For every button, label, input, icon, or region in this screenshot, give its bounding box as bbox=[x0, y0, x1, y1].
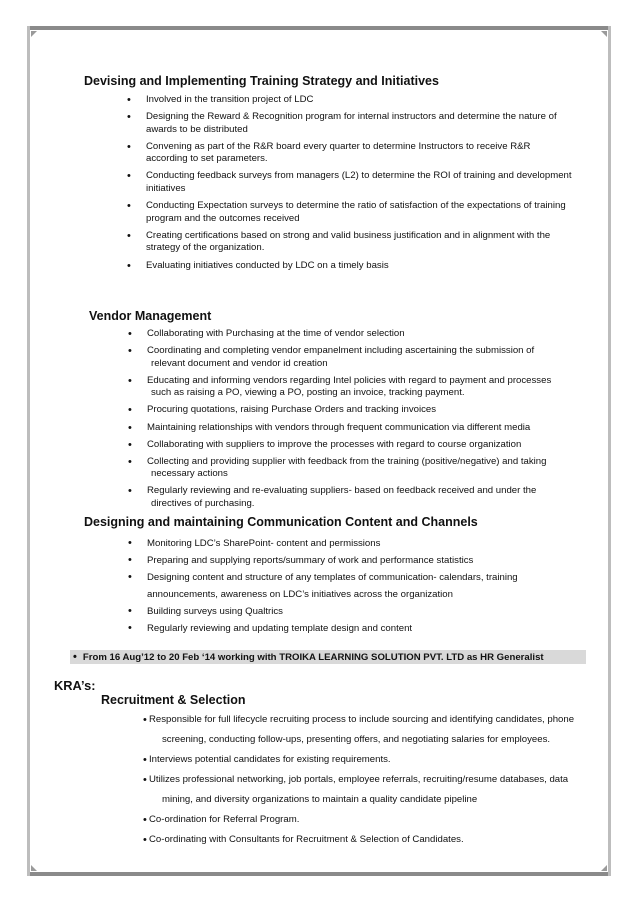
list-item: • Collaborating with Purchasing at the time of vendor selection bbox=[128, 328, 578, 341]
communication-content-list bbox=[128, 535, 578, 637]
page-border-top bbox=[27, 26, 611, 30]
recruitment-list bbox=[143, 710, 591, 850]
section-heading-training-strategy: Devising and Implementing Training Strategy and Initiatives bbox=[84, 74, 439, 88]
section-heading-vendor-management: Vendor Management bbox=[89, 309, 212, 323]
job-entry bbox=[73, 651, 544, 663]
corner-ornament-top-left bbox=[31, 31, 37, 37]
list-item: • Interviews potential candidates for existing requirements. bbox=[143, 750, 591, 770]
section-heading-recruitment: Recruitment & Selection bbox=[101, 693, 246, 707]
list-item: • Co-ordination for Referral Program. bbox=[143, 810, 591, 830]
list-item: • Coordinating and completing vendor empanelment including ascertaining the submission of relevant document and vendor id creation bbox=[128, 345, 578, 370]
list-item: • Designing content and structure of any templates of communication- calendars, training announcements, awareness on LDC’s initiatives across the organization bbox=[128, 569, 578, 603]
list-item: • Evaluating initiatives conducted by LDC on a timely basis bbox=[127, 260, 587, 273]
list-item: • Regularly reviewing and updating template design and content bbox=[128, 620, 578, 637]
corner-ornament-bottom-right bbox=[601, 865, 607, 871]
page-border-right bbox=[608, 26, 611, 876]
list-item: • Collaborating with suppliers to improve the processes with regard to course organization bbox=[128, 439, 578, 452]
list-item: • Monitoring LDC’s SharePoint- content and permissions bbox=[128, 535, 578, 552]
list-item: • Conducting feedback surveys from managers (L2) to determine the ROI of training and development initiatives bbox=[127, 170, 587, 195]
bullet-icon: • bbox=[73, 651, 77, 663]
job-entry-text: From 16 Aug’12 to 20 Feb ‘14 working with TROIKA LEARNING SOLUTION PVT. LTD as HR Generalist bbox=[82, 652, 544, 663]
list-item: • Convening as part of the R&R board every quarter to determine Instructors to receive R&R according to set parameters. bbox=[127, 141, 587, 166]
section-heading-communication-content: Designing and maintaining Communication Content and Channels bbox=[84, 515, 478, 529]
list-item: • Educating and informing vendors regarding Intel policies with regard to payment and processes such as raising a PO, viewing a PO, posting an invoice, tracking payment. bbox=[128, 375, 578, 400]
list-item: • Conducting Expectation surveys to determine the ratio of satisfaction of the expectations of training program and the outcomes received bbox=[127, 200, 587, 225]
list-item: • Utilizes professional networking, job portals, employee referrals, recruiting/resume databases, data mining, and diversity organizations to maintain a quality candidate pipeline bbox=[143, 770, 591, 810]
corner-ornament-top-right bbox=[601, 31, 607, 37]
list-item: • Regularly reviewing and re-evaluating suppliers- based on feedback received and under the directives of purchasing. bbox=[128, 485, 578, 510]
list-item: • Maintaining relationships with vendors through frequent communication via different media bbox=[128, 422, 578, 435]
training-strategy-list bbox=[127, 94, 587, 277]
page-border-left bbox=[27, 26, 30, 876]
vendor-management-list bbox=[128, 328, 578, 515]
kra-heading: KRA’s: bbox=[54, 678, 96, 693]
list-item: • Responsible for full lifecycle recruiting process to include sourcing and identifying candidates, phone screening, conducting follow-ups, presenting offers, and negotiating salaries for employees. bbox=[143, 710, 591, 750]
list-item: • Designing the Reward & Recognition program for internal instructors and determine the nature of awards to be distributed bbox=[127, 111, 587, 136]
list-item: • Procuring quotations, raising Purchase Orders and tracking invoices bbox=[128, 404, 578, 417]
corner-ornament-bottom-left bbox=[31, 865, 37, 871]
list-item: • Preparing and supplying reports/summary of work and performance statistics bbox=[128, 552, 578, 569]
list-item: • Creating certifications based on strong and valid business justification and in alignment with the strategy of the organization. bbox=[127, 230, 587, 255]
list-item: • Co-ordinating with Consultants for Recruitment & Selection of Candidates. bbox=[143, 830, 591, 850]
list-item: • Building surveys using Qualtrics bbox=[128, 603, 578, 620]
page-border-bottom bbox=[27, 872, 611, 876]
list-item: • Involved in the transition project of LDC bbox=[127, 94, 587, 107]
list-item: • Collecting and providing supplier with feedback from the training (positive/negative) and taking necessary actions bbox=[128, 456, 578, 481]
